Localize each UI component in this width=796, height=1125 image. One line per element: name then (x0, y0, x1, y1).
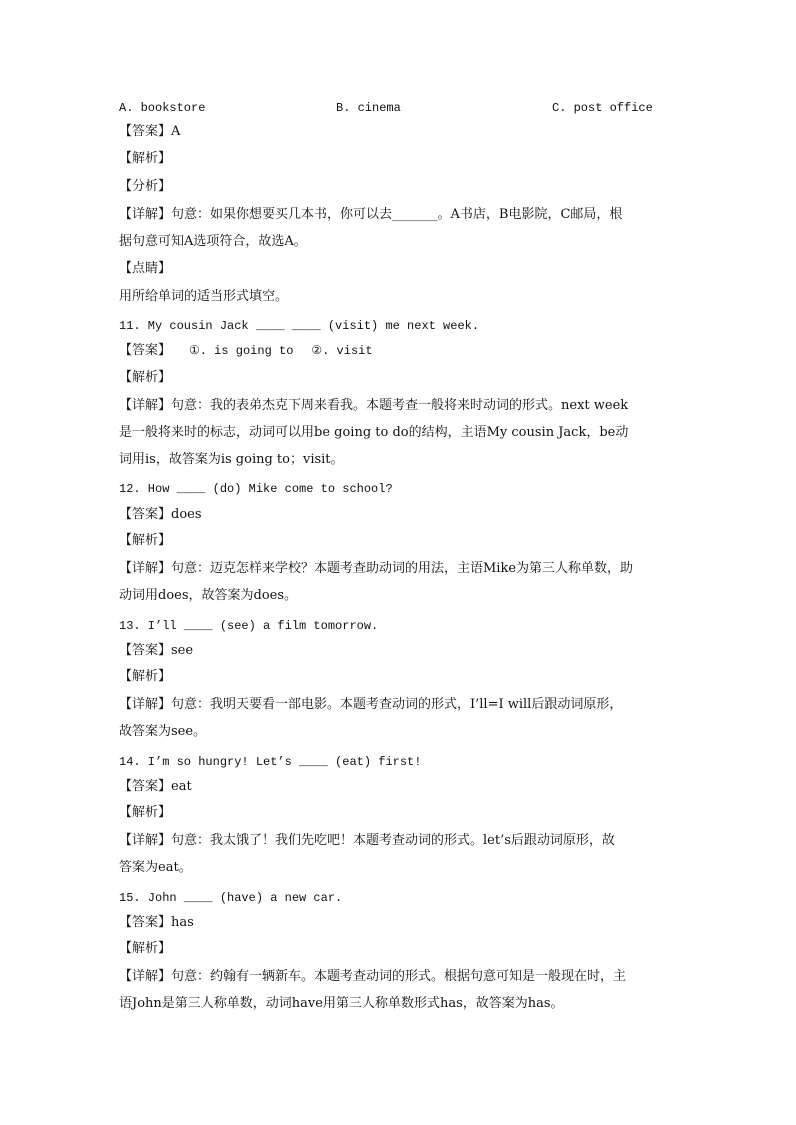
q15-detail-line-1: 【详解】句意：约翰有一辆新车。本题考查动词的形式。根据句意可知是一般现在时，主 (119, 969, 627, 984)
q13-detail-line-1: 【详解】句意：我明天要看一部电影。本题考查动词的形式，I’ll=I will后跟动词原形， (119, 697, 623, 712)
section-instruction: 用所给单词的适当形式填空。 (119, 289, 289, 304)
q11-detail-line-2: 是一般将来时的标志，动词可以用be going to do的结构，主语My cousin Jack，be动 (119, 425, 629, 440)
q11-detail-line-3: 词用is，故答案为is going to；visit。 (119, 452, 344, 467)
q13-question: 13. I’ll ____ (see) a film tomorrow. (119, 619, 379, 633)
q14-question: 14. I’m so hungry! Let’s ____ (eat) first! (119, 755, 422, 769)
q11-answer (119, 342, 373, 360)
q13-answer: 【答案】see (119, 643, 194, 658)
q10-dianjing-heading: 【点睛】 (119, 261, 172, 276)
q13-analysis-heading: 【解析】 (119, 669, 172, 684)
q10-answer: 【答案】A (119, 124, 181, 139)
q14-analysis-heading: 【解析】 (119, 805, 172, 820)
q12-detail-line-2: 动词用does，故答案为does。 (119, 588, 298, 603)
q15-detail-line-2: 语John是第三人称单数，动词have用第三人称单数形式has，故答案为has。 (119, 996, 564, 1011)
q11-analysis-heading: 【解析】 (119, 370, 172, 385)
q10-detail-line-2: 据句意可知A选项符合，故选A。 (119, 234, 307, 249)
option-a: A. bookstore (119, 101, 206, 115)
option-c: C. post office (552, 101, 653, 115)
q12-analysis-heading: 【解析】 (119, 533, 172, 548)
q11-question: 11. My cousin Jack ____ ____ (visit) me next week. (119, 319, 480, 333)
q14-answer: 【答案】eat (119, 779, 192, 794)
q14-detail-line-2: 答案为eat。 (119, 860, 192, 875)
q12-answer: 【答案】does (119, 507, 202, 522)
q13-detail-line-2: 故答案为see。 (119, 724, 207, 739)
q10-fenxi-heading: 【分析】 (119, 179, 172, 194)
q15-analysis-heading: 【解析】 (119, 941, 172, 956)
q10-analysis-heading: 【解析】 (119, 151, 172, 166)
q11-answer-2: ②. visit (311, 344, 373, 358)
q15-question: 15. John ____ (have) a new car. (119, 891, 343, 905)
q10-detail-line-1: 【详解】句意：如果你想要买几本书，你可以去_______。A书店，B电影院，C邮局，根 (119, 207, 623, 222)
q11-answer-label: 【答案】 (119, 343, 172, 358)
q15-answer: 【答案】has (119, 915, 194, 930)
option-b: B. cinema (336, 101, 401, 115)
q12-question: 12. How ____ (do) Mike come to school? (119, 482, 393, 496)
q11-detail-line-1: 【详解】句意：我的表弟杰克下周来看我。本题考查一般将来时动词的形式。next week (119, 398, 629, 413)
q14-detail-line-1: 【详解】句意：我太饿了！我们先吃吧！本题考查动词的形式。let’s后跟动词原形，故 (119, 833, 615, 848)
q11-answer-1: ①. is going to (189, 344, 294, 358)
q12-detail-line-1: 【详解】句意：迈克怎样来学校？本题考查助动词的用法，主语Mike为第三人称单数，助 (119, 561, 634, 576)
